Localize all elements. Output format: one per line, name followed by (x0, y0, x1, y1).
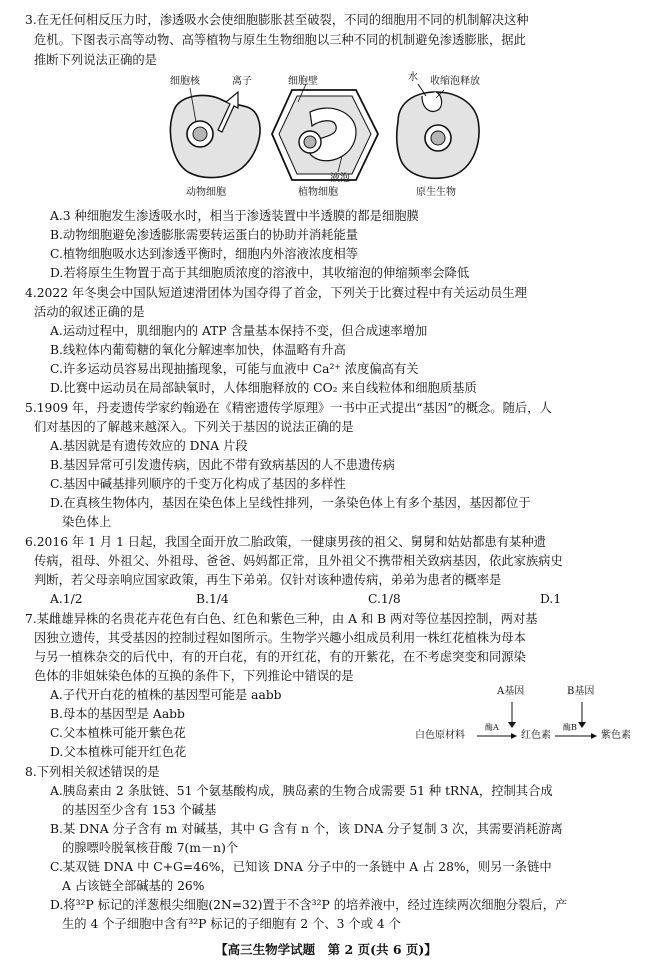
q7-stem-line-2: 因独立遗传，其受基因的控制过程如图所示。生物学兴趣小组成员利用一株红花植株为母本 (34, 631, 526, 645)
q4-option-d: D.比赛中运动员在局部缺氧时，人体细胞释放的 CO₂ 来自线粒体和细胞质基质 (50, 381, 477, 395)
q8-option-c-cont: A 占该链全部碱基的 26% (62, 879, 205, 893)
label-animal-nucleus: 细胞核 (170, 76, 200, 87)
q5-option-c: C.基因中碱基排列顺序的千变万化构成了基因的多样性 (50, 477, 346, 491)
q6-option-c: C.1/8 (368, 592, 401, 606)
q3-option-c: C.植物细胞吸水达到渗透平衡时，细胞内外溶液浓度相等 (50, 247, 359, 261)
q6-option-a: A.1/2 (50, 592, 83, 606)
label-animal-caption: 动物细胞 (186, 187, 226, 198)
q7-option-d: D.父本植株可能开红色花 (50, 745, 187, 759)
q3-stem-line-1: 3.在无任何相反压力时，渗透吸水会使细胞膨胀甚至破裂，不同的细胞用不同的机制解决这种 (25, 13, 529, 27)
q5-stem-line-1: 5.1909 年，丹麦遗传学家约翰逊在《精密遗传学原理》一书中正式提出“基因”的概念。随后，人 (25, 401, 552, 415)
label-plant-vacuole: 液泡 (330, 173, 350, 184)
label-plant-wall: 细胞壁 (288, 76, 318, 87)
q8-option-b-cont: 的腺嘌呤脱氧核苷酸 7(m－n)个 (62, 841, 239, 855)
q6-option-b: B.1/4 (196, 592, 229, 606)
label-ion: 离子 (232, 76, 252, 87)
q4-option-b: B.线粒体内葡萄糖的氧化分解速率加快，体温略有升高 (50, 343, 346, 357)
q7-stem-line-4: 色体的非姐妹染色体的互换的条件下，下列推论中错误的是 (34, 669, 354, 683)
q6-stem-line-3: 判断，若父母亲响应国家政策，再生下弟弟。仅针对该种遗传病，弟弟为患者的概率是 (34, 573, 502, 587)
animal-cell-shape (170, 95, 260, 177)
q8-option-b: B.某 DNA 分子含有 m 对碱基，其中 G 含有 n 个，该 DNA 分子复制 3 次，其需要消耗游离 (50, 822, 563, 836)
q5-option-d: D.在真核生物体内，基因在染色体上呈线性排列，一条染色体上有多个基因，基因都位于 (50, 496, 531, 510)
label-plant-caption: 植物细胞 (298, 187, 338, 198)
enzyme-b-arrowhead (591, 733, 597, 739)
q4-stem-line-2: 活动的叙述正确的是 (34, 305, 145, 319)
q8-stem: 8.下列相关叙述错误的是 (25, 765, 160, 779)
q3-stem-line-3: 推断下列说法正确的是 (34, 53, 157, 67)
label-substrate: 白色原材料 (415, 730, 465, 741)
q6-stem-line-2: 传病，祖母、外祖父、外祖母、爸爸、妈妈都正常，且外祖父不携带相关致病基因，依此家族病史 (34, 554, 563, 568)
q3-option-a: A.3 种细胞发生渗透吸水时，相当于渗透装置中半透膜的都是细胞膜 (50, 209, 419, 223)
q8-option-a-cont: 的基因至少含有 153 个碱基 (62, 803, 217, 817)
q6-option-d: D.1 (540, 592, 562, 606)
q3-option-b: B.动物细胞避免渗透膨胀需要转运蛋白的协助并消耗能量 (50, 228, 359, 242)
label-red-pigment: 红色素 (521, 730, 551, 741)
label-gene-a: A基因 (497, 686, 525, 697)
q5-option-b: B.基因异常可引发遗传病，因此不带有致病基因的人不患遗传病 (50, 458, 395, 472)
q6-stem-line-1: 6.2016 年 1 月 1 日起，我国全面开放二胎政策，一健康男孩的祖父、舅舅和姑姑都患有某种遗 (25, 535, 546, 549)
gene-a-arrowhead (508, 722, 516, 728)
animal-nucleus-core (193, 127, 207, 141)
pigment-pathway-diagram (405, 684, 640, 754)
q4-stem-line-1: 4.2022 年冬奥会中国队短道速滑团体为国夺得了首金，下列关于比赛过程中有关运动员生理 (25, 286, 527, 300)
q7-option-c: C.父本植株可能开紫色花 (50, 726, 186, 740)
q8-option-a: A.胰岛素由 2 条肽链、51 个氨基酸构成，胰岛素的生物合成需要 51 种 tRNA，控制其合成 (50, 784, 553, 798)
label-protist-caption: 原生生物 (416, 187, 456, 198)
q3-option-d: D.若将原生生物置于高于其细胞质浓度的溶液中，其收缩泡的伸缩频率会降低 (50, 266, 470, 280)
q7-option-a: A.子代开白花的植株的基因型可能是 aabb (50, 688, 282, 702)
q3-stem-line-2: 危机。下图表示高等动物、高等植物与原生生物细胞以三种不同的机制避免渗透膨胀，据此 (34, 33, 526, 47)
label-purple-pigment: 紫色素 (601, 730, 631, 741)
protist-nucleus-core (431, 131, 445, 145)
q7-stem-line-1: 7.某雌雄异株的名贵花卉花色有白色、红色和紫色三种，由 A 和 B 两对等位基因控制，两对基 (25, 612, 538, 626)
q8-option-c: C.某双链 DNA 中 C+G=46%，已知该 DNA 分子中的一条链中 A 占 28%，则另一条链中 (50, 860, 552, 874)
q7-stem-line-3: 与另一植株杂交的后代中，有的开白花，有的开红花，有的开紫花，在不考虑突变和同源染 (34, 650, 526, 664)
label-contractile: 收缩泡释放 (430, 76, 480, 87)
q8-option-d: D.将³²P 标记的洋葱根尖细胞(2N=32)置于不含³²P 的培养液中，经过连续两次细胞分裂后，产 (50, 898, 568, 912)
q4-option-a: A.运动过程中，肌细胞内的 ATP 含量基本保持不变，但合成速率增加 (50, 324, 428, 338)
q5-option-a: A.基因就是有遗传效应的 DNA 片段 (50, 439, 248, 453)
page-footer: 【高三生物学试题 第 2 页(共 6 页)】 (215, 942, 437, 957)
osmosis-figure (160, 72, 500, 202)
gene-b-arrowhead (578, 722, 586, 728)
label-enzyme-a: 酶A (485, 723, 499, 732)
label-gene-b: B基因 (567, 686, 595, 697)
q8-option-d-cont: 生的 4 个子细胞中含有³²P 标记的子细胞有 2 个、3 个或 4 个 (62, 917, 401, 931)
enzyme-a-arrowhead (511, 733, 517, 739)
q4-option-c: C.许多运动员容易出现抽搐现象，可能与血液中 Ca²⁺ 浓度偏高有关 (50, 362, 419, 376)
label-enzyme-b: 酶B (563, 723, 577, 732)
plant-nucleus-core (304, 136, 316, 148)
q5-option-d-cont: 染色体上 (62, 515, 112, 529)
label-water: 水 (408, 72, 418, 83)
q7-option-b: B.母本的基因型是 Aabb (50, 707, 185, 721)
q5-stem-line-2: 们对基因的了解越来越深入。下列关于基因的说法正确的是 (34, 420, 354, 434)
